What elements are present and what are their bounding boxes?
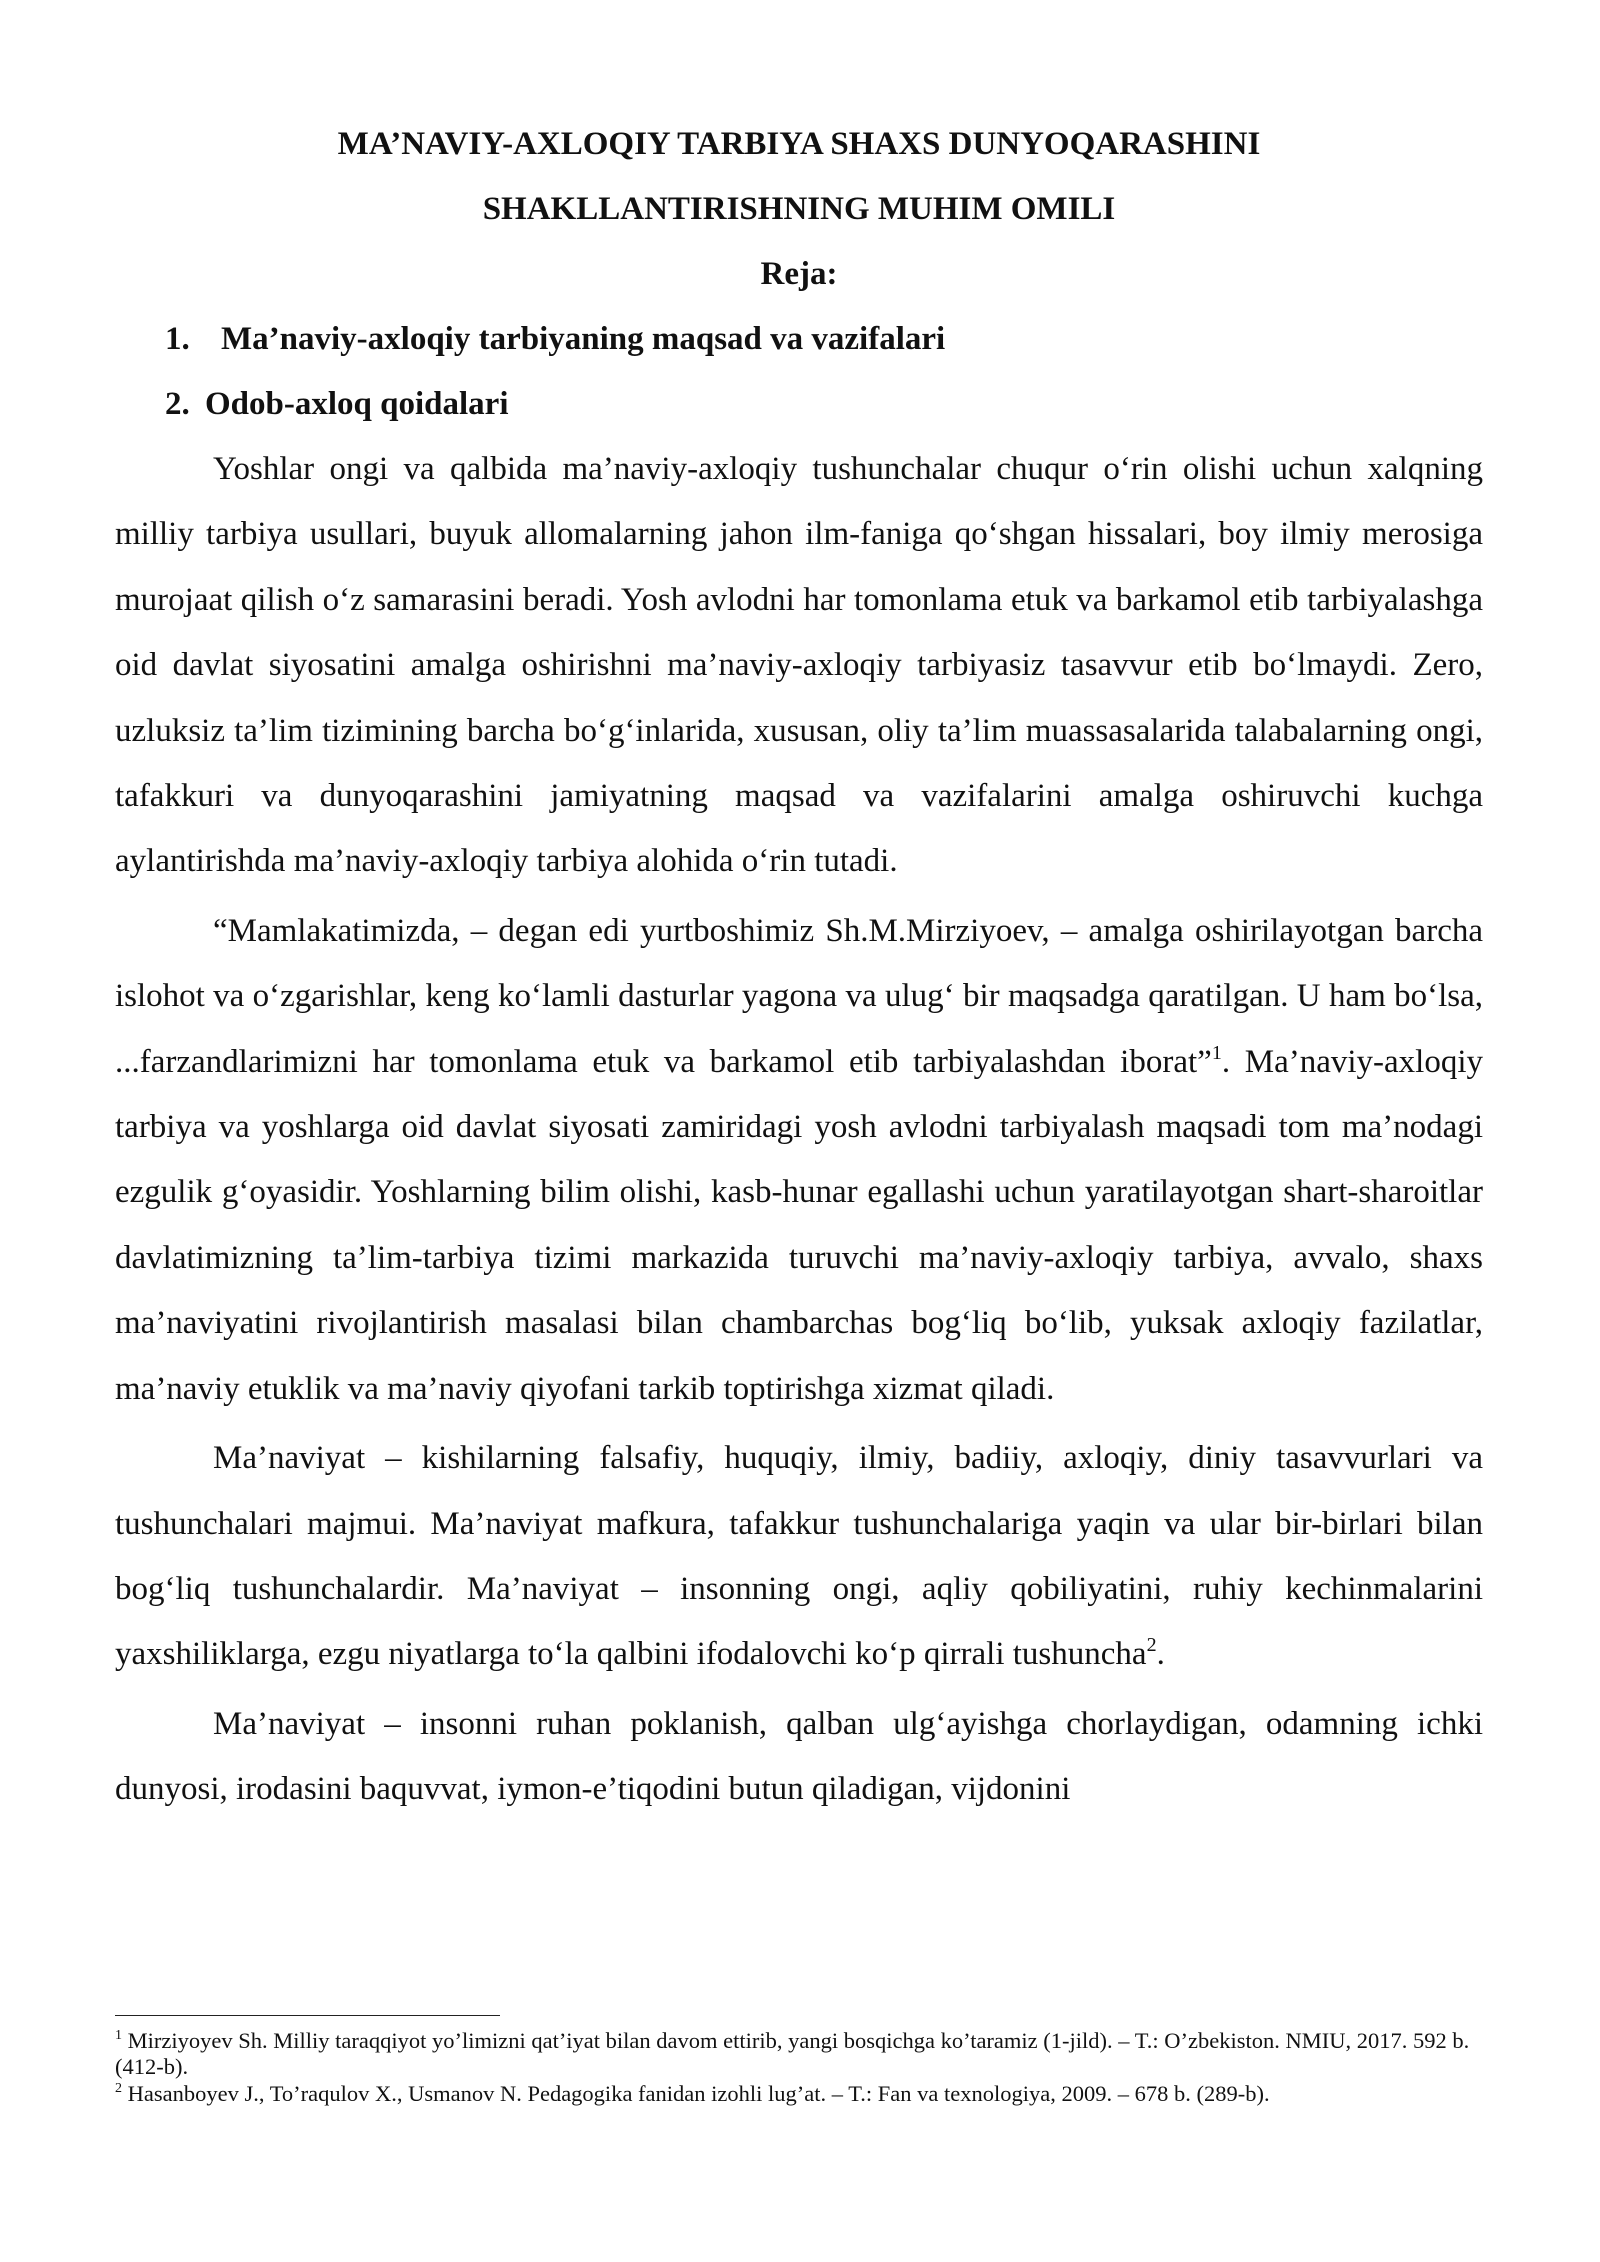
plan-item [115,372,1483,437]
plan-heading: Reja: [760,256,838,292]
footnote [115,2081,1483,2107]
title-line-1: MA’NAVIY-AXLOQIY TARBIYA SHAXS DUNYOQARASHINI [337,126,1261,162]
plan-list [115,307,1483,437]
footnote-text: Mirziyoyev Sh. Milliy taraqqiyot yo’limizni qat’iyat bilan davom ettirib, yangi bosqichga ko’taramiz (1-jild). – T.: O’zbekiston. NMIU, 2017. 592 b. (412-b). [115,2028,1470,2079]
paragraph-text: . Ma’naviy-axloqiy tarbiya va yoshlarga oid davlat siyosati zamiridagi yosh avlodni tarbiyalash maqsadi tom ma’nodagi ezgulik g‘oyasidir. Yoshlarning bilim olishi, kasb-hunar egallashi uchun yaratilayotgan shart-sharoitlar davlatimizning ta’lim-tarbiya tizimi markazida turuvchi ma’naviy-axloqiy tarbiya, avvalo, shaxs ma’naviyatini rivojlantirish masalasi bilan chambarchas bog‘liq bo‘lib, yuksak axloqiy fazilatlar, ma’naviy etuklik va ma’naviy qiyofani tarkib toptirishga xizmat qiladi. [115,1043,1483,1407]
footnote-separator [115,2015,500,2016]
body-paragraph: Ma’naviyat – insonni ruhan poklanish, qalban ulg‘ayishga chorlaydigan, odamning ichki dunyosi, irodasini baquvvat, iymon-e’tiqodini butun qiladigan, vijdonini [115,1705,1483,1808]
plan-item [115,307,1483,372]
paragraph-text: “Mamlakatimizda, – degan edi yurtboshimiz Sh.M.Mirziyoev, – amalga oshirilayotgan barcha islohot va o‘zgarishlar, keng ko‘lamli dasturlar yagona va ulug‘ bir maqsadga qaratilgan. U ham bo‘lsa, ...farzandlarimizni har tomonlama etuk va barkamol etib tarbiyalashdan iborat” [115,912,1483,1080]
footnote-number: 1 [115,2028,122,2043]
plan-item-text: Ma’naviy-axloqiy tarbiyaning maqsad va vazifalari [221,321,946,357]
plan-item-number: 2. [165,386,190,422]
title-line-2: SHAKLLANTIRISHNING MUHIM OMILI [482,191,1116,227]
footnote-text: Hasanboyev J., To’raqulov X., Usmanov N. Pedagogika fanidan izohli lug’at. – T.: Fan va texnologiya, 2009. – 678 b. (289-b). [127,2081,1270,2106]
paragraph-text: . [1156,1636,1165,1673]
paragraph-text: Ma’naviyat – kishilarning falsafiy, huquqiy, ilmiy, badiiy, axloqiy, diniy tasavvurlari va tushunchalari majmui. Ma’naviyat mafkura, tafakkur tushunchalariga yaqin va ular bir-birlari bilan bog‘liq tushunchalardir. Ma’naviyat – insonning ongi, aqliy qobiliyatini, ruhiy kechinmalarini yaxshiliklarga, ezgu niyatlarga to‘la qalbini ifodalovchi ko‘p qirrali tushuncha [115,1440,1483,1673]
body-paragraph [115,1426,1483,1688]
document-title [115,112,1483,242]
body-paragraph: Yoshlar ongi va qalbida ma’naviy-axloqiy tushunchalar chuqur o‘rin olishi uchun xalqning milliy tarbiya usullari, buyuk allomalarning jahon ilm-faniga qo‘shgan hissalari, boy ilmiy merosiga murojaat qilish o‘z samarasini beradi. Yosh avlodni har tomonlama etuk va barkamol etib tarbiyalashga oid davlat siyosatini amalga oshirishni ma’naviy-axloqiy tarbiyasiz tasavvur etib bo‘lmaydi. Zero, uzluksiz ta’lim tizimining barcha bo‘g‘inlarida, xususan, oliy ta’lim muassasalarida talabalarning ongi, tafakkuri va dunyoqarashini jamiyatning maqsad va vazifalarini amalga oshiruvchi kuchga aylantirishda ma’naviy-axloqiy tarbiya alohida o‘rin tutadi. [115,451,1483,880]
body-paragraph [115,899,1483,1422]
footnote-number: 2 [115,2081,122,2096]
footnotes [115,2028,1483,2108]
footnote-reference[interactable]: 1 [1211,1041,1222,1064]
plan-item-number: 1. [165,321,190,357]
footnote-reference[interactable]: 2 [1146,1634,1157,1657]
plan-item-text: Odob-axloq qoidalari [205,386,509,422]
document-page [115,112,1483,1823]
footnote [115,2028,1483,2080]
